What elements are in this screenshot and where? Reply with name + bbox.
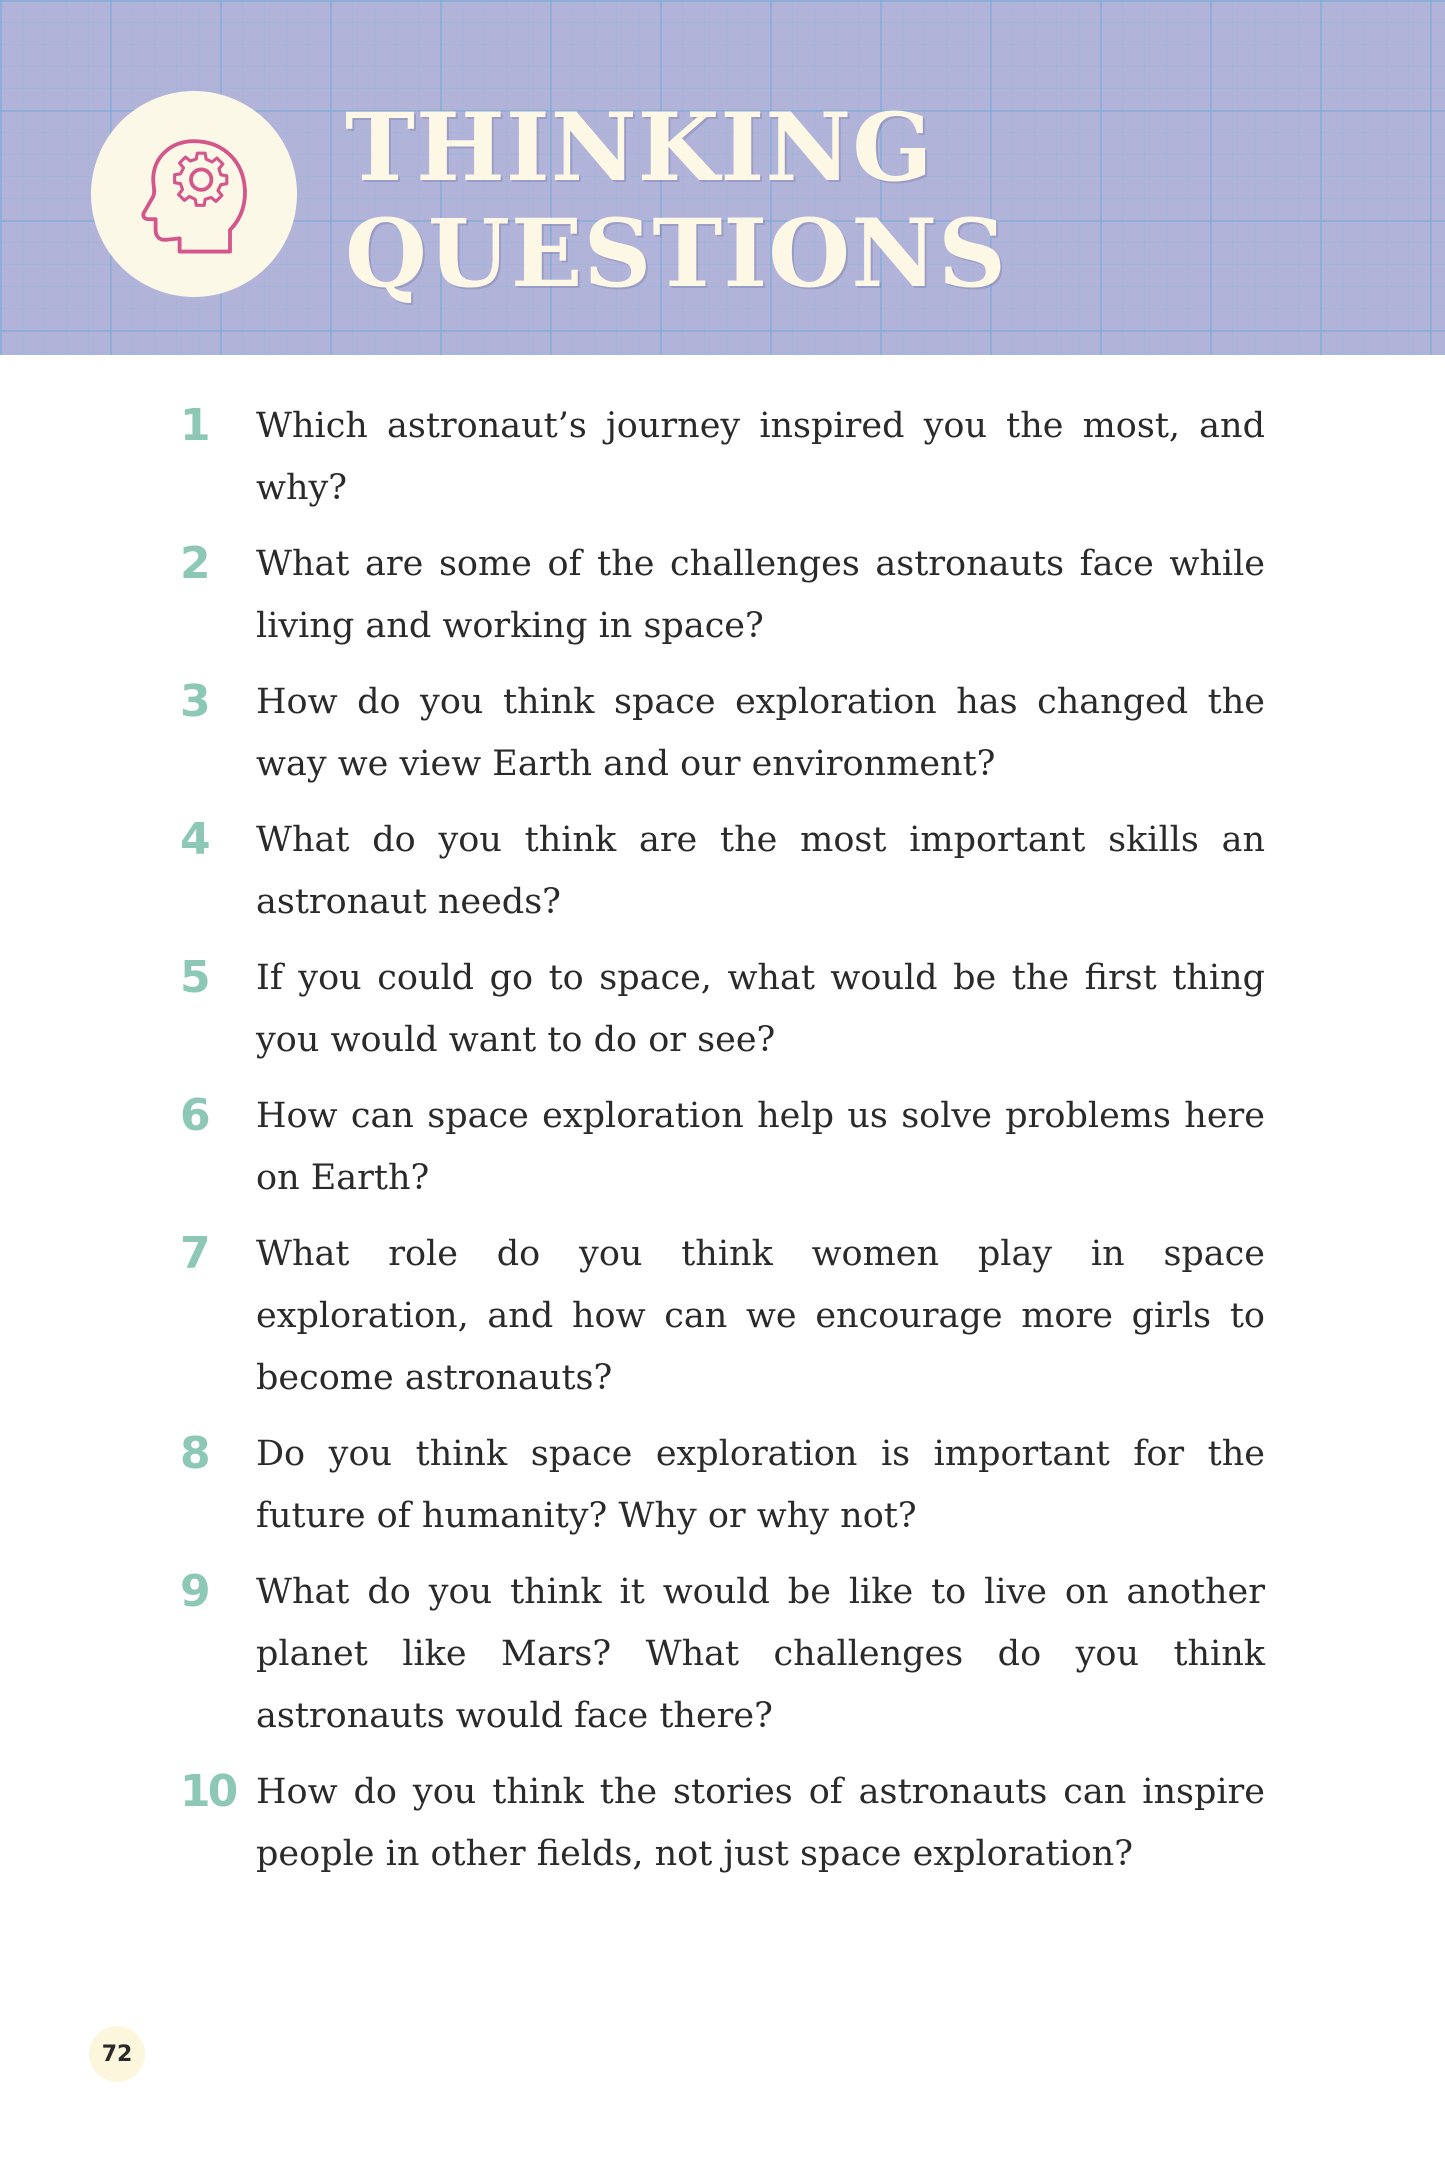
question-item (170, 1761, 1265, 1885)
question-number: 6 (180, 1090, 211, 1141)
question-text: What role do you think women play in space exploration, and how can we encourage more girls to become astronauts? (256, 1234, 1265, 1398)
header-banner (0, 0, 1445, 355)
question-item (170, 1423, 1265, 1547)
question-item (170, 1223, 1265, 1409)
question-number: 8 (180, 1428, 211, 1479)
question-text: What do you think it would be like to live on another planet like Mars? What challenges do you think astronauts would face there? (256, 1572, 1265, 1736)
question-number: 4 (180, 814, 211, 865)
header-icon-badge (91, 91, 297, 297)
question-number: 2 (180, 538, 211, 589)
question-number: 1 (180, 400, 211, 451)
question-item (170, 395, 1265, 519)
question-number: 3 (180, 676, 211, 727)
title-line-2: QUESTIONS (345, 199, 1007, 309)
head-gear-icon (134, 134, 254, 254)
question-item (170, 809, 1265, 933)
question-item (170, 533, 1265, 657)
title-line-1: THINKING (345, 93, 934, 203)
question-item (170, 1561, 1265, 1747)
question-item (170, 947, 1265, 1071)
question-text: Which astronaut’s journey inspired you the most, and why? (256, 406, 1265, 508)
question-text: What do you think are the most important skills an astronaut needs? (256, 820, 1265, 922)
question-text: How do you think the stories of astronauts can inspire people in other fields, not just space exploration? (256, 1772, 1265, 1874)
questions-list (170, 395, 1265, 1899)
question-text: What are some of the challenges astronauts face while living and working in space? (256, 544, 1265, 646)
question-text: Do you think space exploration is important for the future of humanity? Why or why not? (256, 1434, 1265, 1536)
question-number: 10 (180, 1766, 236, 1817)
question-number: 7 (180, 1228, 211, 1279)
question-item (170, 1085, 1265, 1209)
question-number: 9 (180, 1566, 211, 1617)
question-text: How can space exploration help us solve problems here on Earth? (256, 1096, 1265, 1198)
question-item (170, 671, 1265, 795)
page-title (345, 95, 1245, 307)
question-text: How do you think space exploration has changed the way we view Earth and our environment? (256, 682, 1265, 784)
question-number: 5 (180, 952, 211, 1003)
question-text: If you could go to space, what would be the first thing you would want to do or see? (256, 958, 1265, 1060)
page-number: 72 (89, 2026, 145, 2082)
